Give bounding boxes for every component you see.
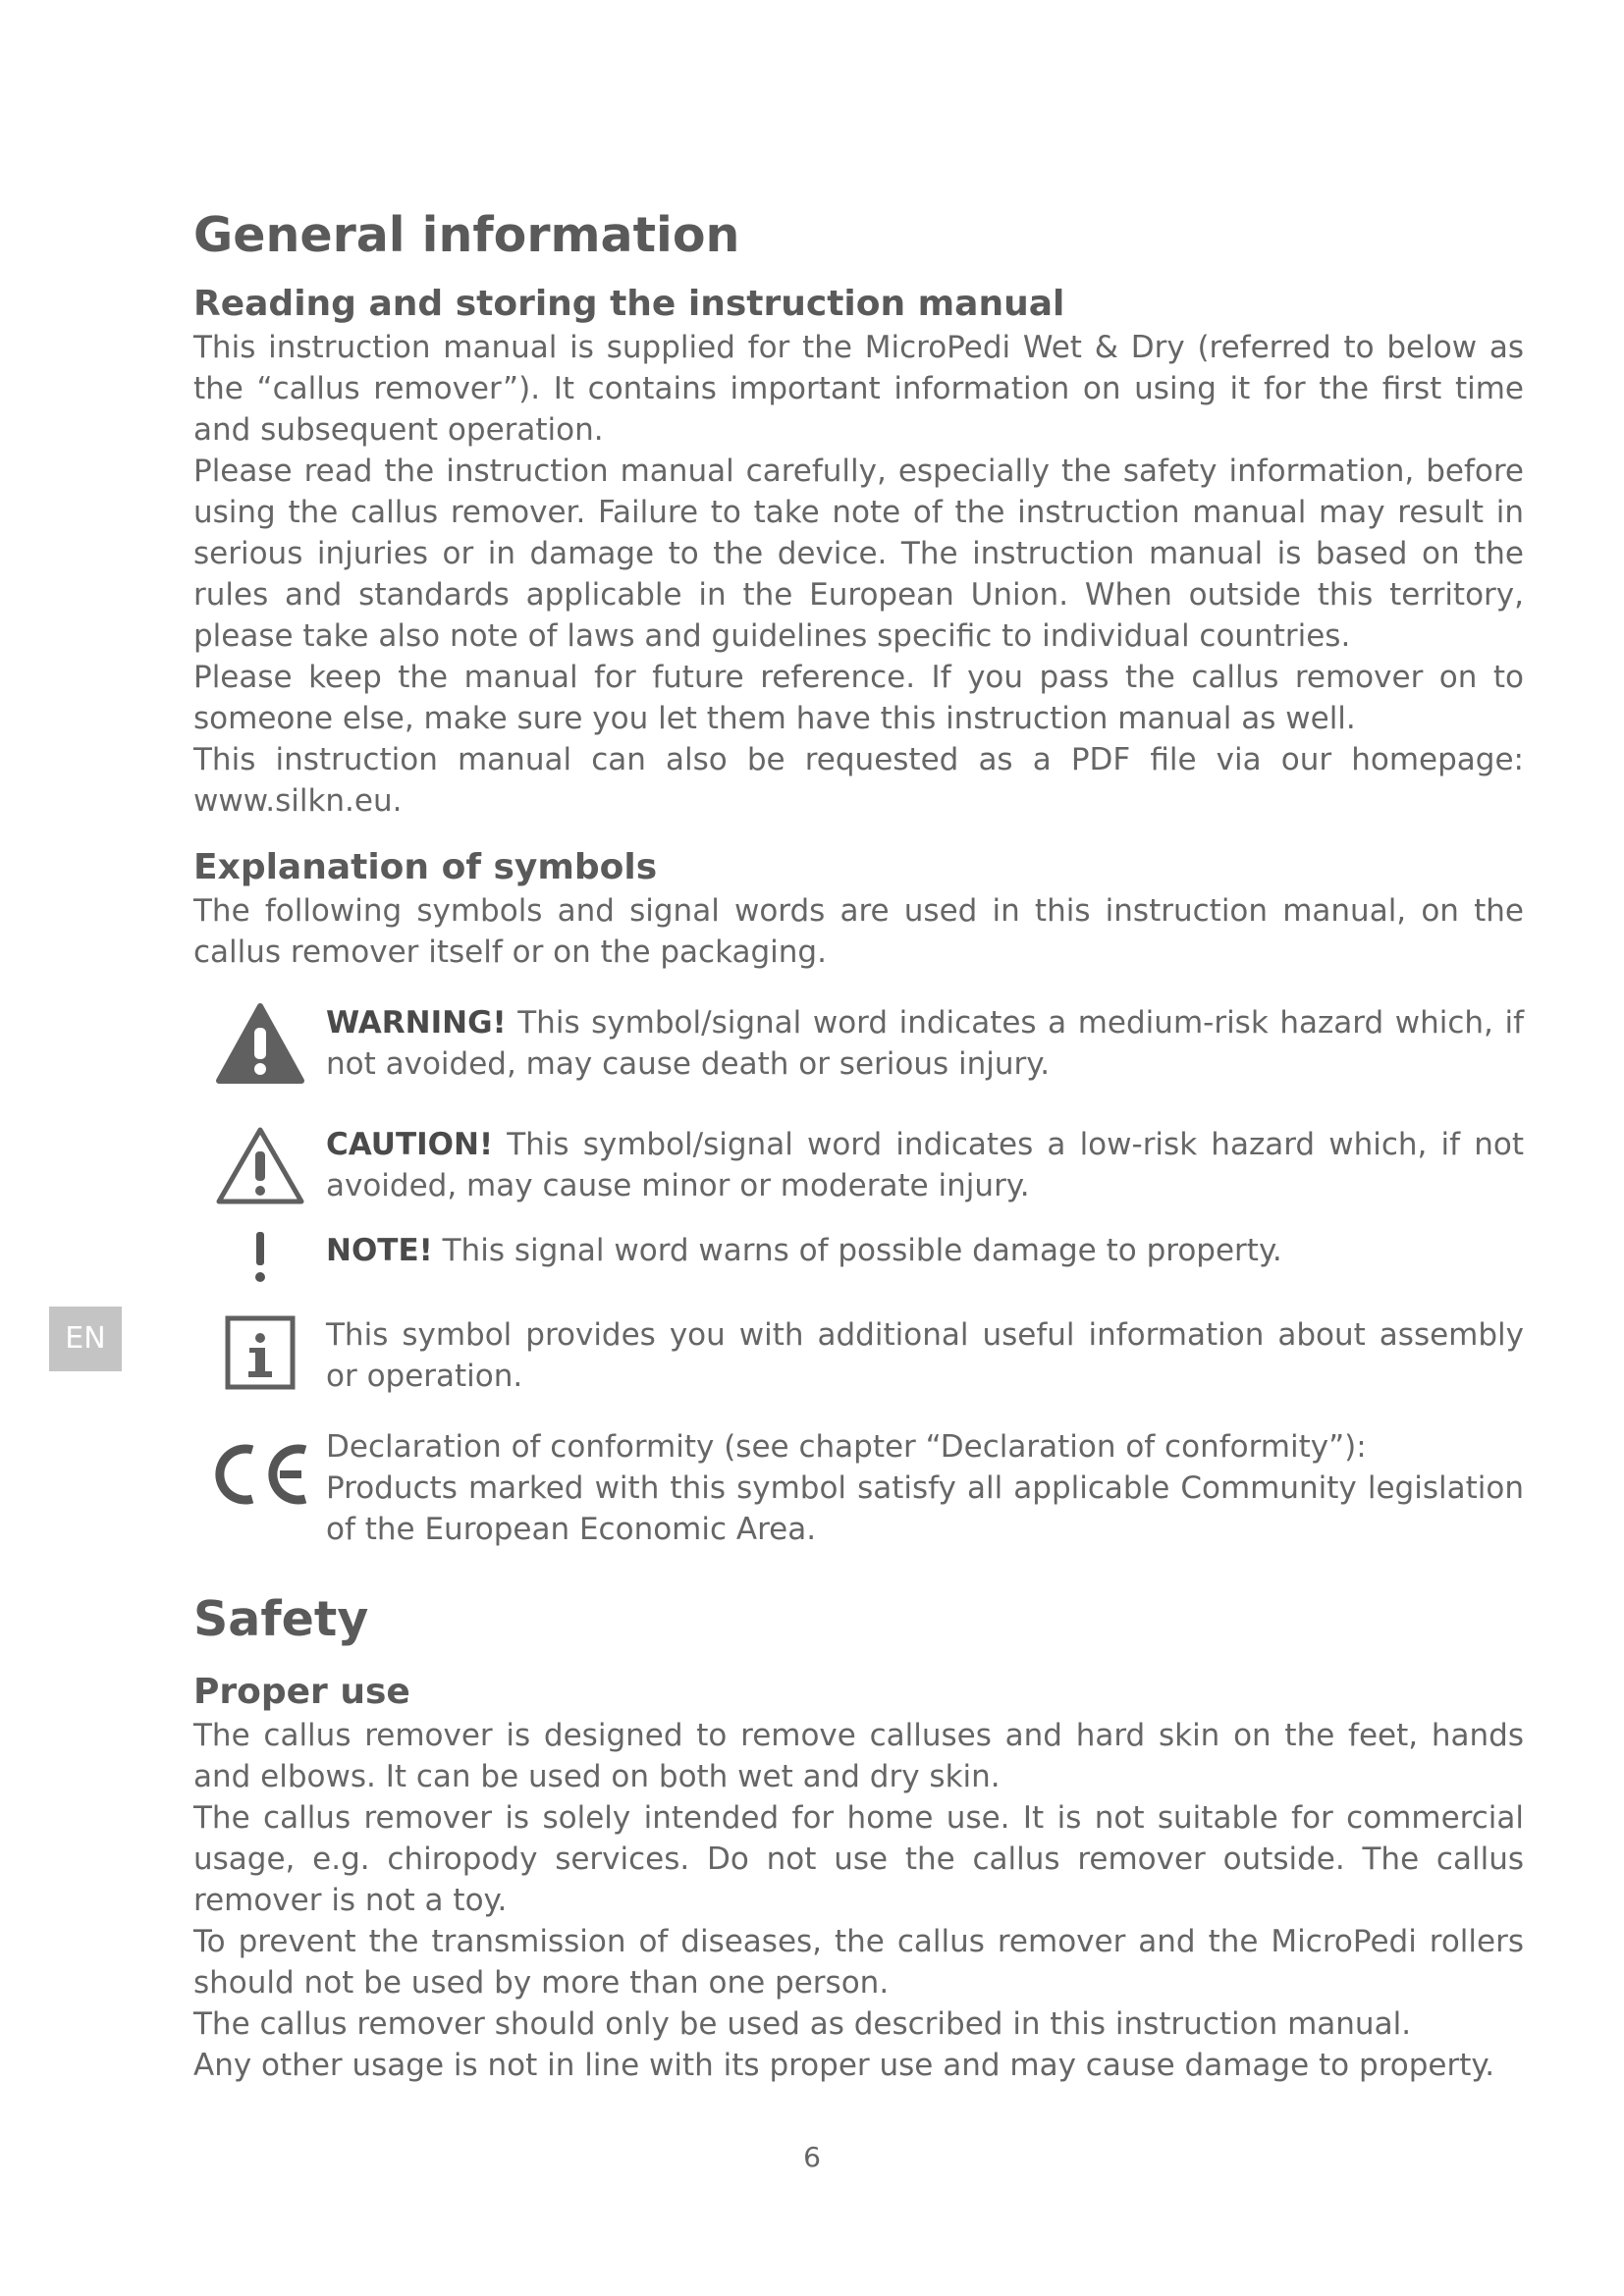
reading-paragraph: Please keep the manual for future reference. If you pass the callus remover on to someone else, make sure you let them have this instruction manual as well. [193,660,1524,736]
ce-text-line2: Products marked with this symbol satisfy all applicable Community legislation of the European Economic Area. [326,1470,1524,1547]
symbols-intro: The following symbols and signal words are used in this instruction manual, on the callus remover itself or on the packaging. [193,893,1524,970]
safety-heading: Safety [193,1591,369,1647]
symbol-row-caution [193,1124,1524,1230]
reading-storing-heading: Reading and storing the instruction manual [193,284,1065,324]
ce-text-line1: Declaration of conformity (see chapter “Declaration of conformity”): [326,1429,1367,1465]
page-number: 6 [803,2141,821,2173]
note-text: NOTE! This signal word warns of possible damage to property. [326,1233,1282,1268]
proper-use-paragraph: Any other usage is not in line with its proper use and may cause damage to property. [193,2048,1495,2083]
proper-use-paragraph: The callus remover should only be used as described in this instruction manual. [193,2006,1412,2042]
info-text: This symbol provides you with additional useful information about assembly or operation. [326,1317,1524,1394]
reading-paragraph: This instruction manual can also be requested as a PDF file via our homepage: www.silkn.eu. [193,742,1524,819]
proper-use-paragraph: To prevent the transmission of diseases, the callus remover and the MicroPedi rollers should not be used by more than one person. [193,1924,1524,2001]
warning-filled-triangle-icon [193,1002,326,1085]
proper-use-paragraph: The callus remover is designed to remove calluses and hard skin on the feet, hands and elbows. It can be used on both wet and dry skin. [193,1718,1524,1794]
language-tab: EN [49,1307,122,1371]
general-information-heading: General information [193,207,740,263]
proper-use-paragraph: The callus remover is solely intended for home use. It is not suitable for commercial usage, e.g. chiropody services. Do not use the callus remover outside. The callus remover is not a toy. [193,1800,1524,1918]
reading-paragraph: Please read the instruction manual carefully, especially the safety information, before using the callus remover. Failure to take note of the instruction manual may result in serious injuries or in damage to the device. The instruction manual is based on the rules and standards applicable in the European Union. When outside this territory, please take also note of laws and guidelines specific to individual countries. [193,454,1524,654]
caution-text: CAUTION! This symbol/signal word indicates a low-risk hazard which, if not avoided, may cause minor or moderate injury. [326,1127,1524,1203]
caution-outline-triangle-icon [193,1124,326,1206]
proper-use-heading: Proper use [193,1672,410,1712]
symbol-row-info [193,1314,1524,1426]
ce-text [326,1426,1524,1550]
ce-mark-icon [193,1426,326,1509]
warning-text: WARNING! This symbol/signal word indicates a medium-risk hazard which, if not avoided, may cause death or serious injury. [326,1005,1524,1082]
page-content [193,201,1524,2086]
exclamation-icon [193,1230,326,1285]
symbols-list [193,1002,1524,1562]
symbol-row-ce [193,1426,1524,1562]
symbols-heading: Explanation of symbols [193,847,658,887]
reading-paragraph: This instruction manual is supplied for the MicroPedi Wet & Dry (referred to below as the “callus remover”). It contains important information on using it for the first time and subsequent operation. [193,330,1524,448]
symbol-row-note [193,1230,1524,1314]
info-box-icon [193,1314,326,1391]
symbol-row-warning [193,1002,1524,1124]
